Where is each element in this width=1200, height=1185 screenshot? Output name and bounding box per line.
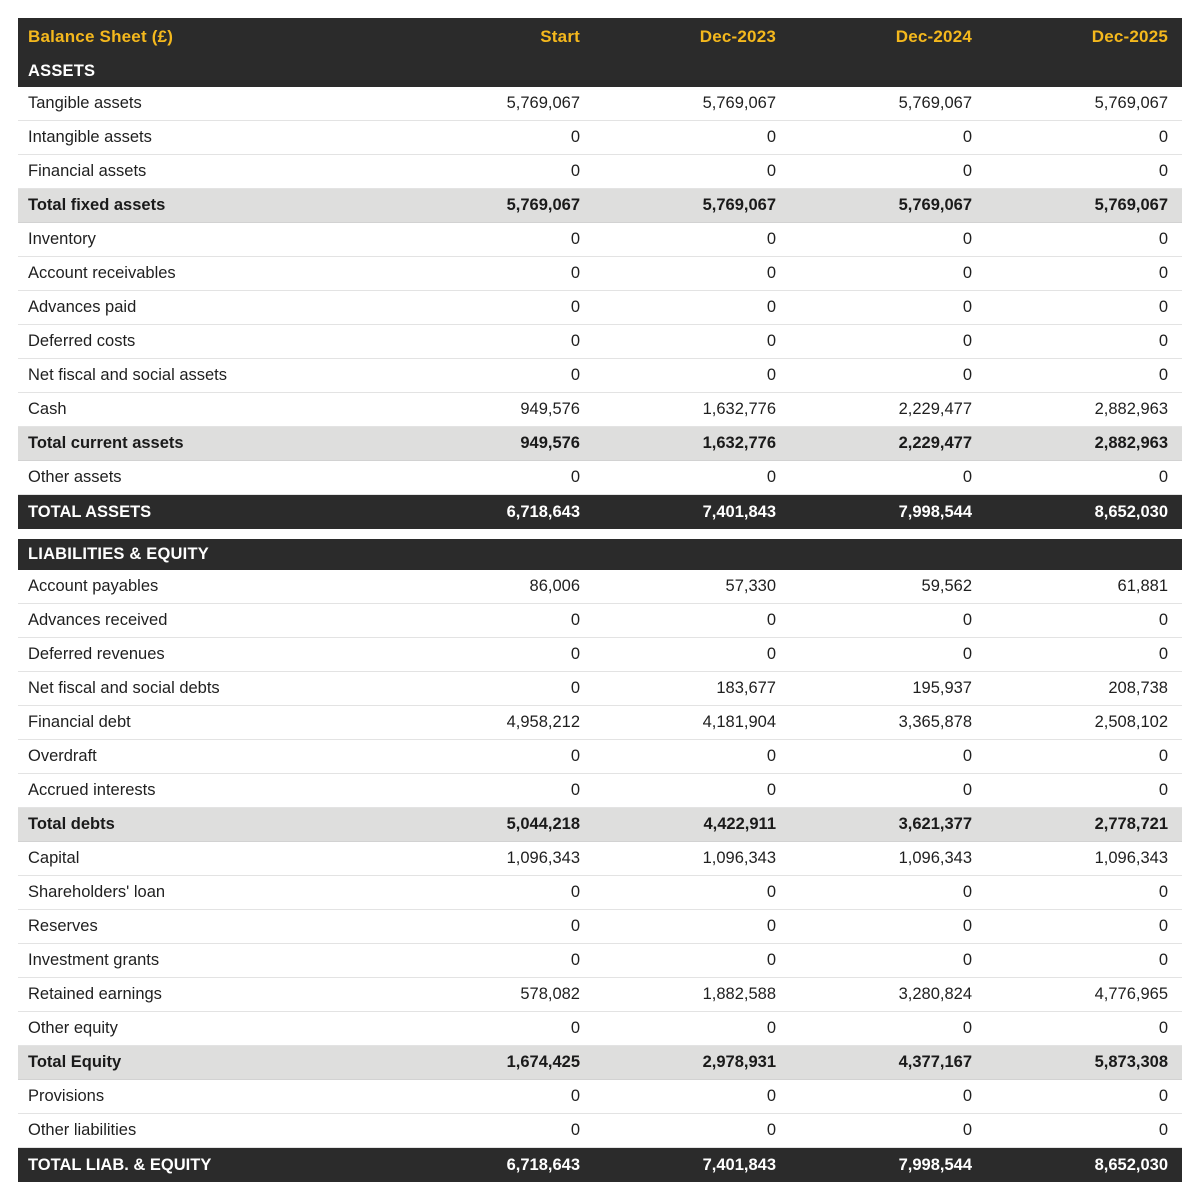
row-value: 0 (790, 638, 986, 672)
row-label: Tangible assets (18, 87, 398, 121)
row-value: 949,576 (398, 427, 594, 461)
row-value: 0 (594, 257, 790, 291)
row-value: 183,677 (594, 672, 790, 706)
row-value: 0 (790, 1080, 986, 1114)
table-total-row (18, 1148, 1182, 1183)
row-label: Total Equity (18, 1046, 398, 1080)
section-header-row (18, 56, 1182, 87)
row-label: Intangible assets (18, 121, 398, 155)
row-value: 0 (594, 1080, 790, 1114)
row-value: 0 (398, 359, 594, 393)
row-value: 0 (398, 1012, 594, 1046)
row-value: 0 (594, 740, 790, 774)
row-value: 0 (398, 291, 594, 325)
row-value: 0 (986, 604, 1182, 638)
row-value: 0 (594, 223, 790, 257)
row-label: Inventory (18, 223, 398, 257)
row-value: 0 (986, 1114, 1182, 1148)
row-value: 5,044,218 (398, 808, 594, 842)
table-row (18, 1012, 1182, 1046)
row-value: 0 (398, 461, 594, 495)
row-value: 0 (594, 604, 790, 638)
row-value: 57,330 (594, 570, 790, 604)
row-value: 0 (986, 910, 1182, 944)
row-label: Advances paid (18, 291, 398, 325)
row-value: 0 (790, 155, 986, 189)
table-row (18, 842, 1182, 876)
row-value: 2,882,963 (986, 393, 1182, 427)
row-value: 0 (790, 1012, 986, 1046)
section-header-row (18, 539, 1182, 570)
row-value: 0 (594, 944, 790, 978)
row-value: 0 (594, 155, 790, 189)
row-value: 0 (790, 223, 986, 257)
section-title: LIABILITIES & EQUITY (18, 539, 1182, 570)
row-value: 1,882,588 (594, 978, 790, 1012)
column-header-period: Dec-2023 (699, 27, 776, 46)
table-row (18, 672, 1182, 706)
row-value: 7,401,843 (594, 495, 790, 530)
row-label: Overdraft (18, 740, 398, 774)
row-value: 0 (986, 155, 1182, 189)
row-value: 8,652,030 (986, 1148, 1182, 1183)
row-value: 0 (594, 325, 790, 359)
row-value: 0 (790, 740, 986, 774)
row-value: 0 (790, 257, 986, 291)
row-value: 0 (398, 257, 594, 291)
row-value: 0 (986, 257, 1182, 291)
row-value: 0 (594, 359, 790, 393)
row-value: 0 (398, 1080, 594, 1114)
table-row (18, 87, 1182, 121)
row-value: 3,365,878 (790, 706, 986, 740)
table-row (18, 359, 1182, 393)
row-value: 1,096,343 (790, 842, 986, 876)
row-value: 86,006 (398, 570, 594, 604)
row-value: 4,422,911 (594, 808, 790, 842)
row-value: 0 (594, 1012, 790, 1046)
row-label: Cash (18, 393, 398, 427)
row-value: 0 (986, 876, 1182, 910)
row-value: 5,769,067 (594, 87, 790, 121)
row-value: 5,769,067 (398, 87, 594, 121)
row-label: Deferred costs (18, 325, 398, 359)
row-value: 0 (986, 774, 1182, 808)
row-value: 949,576 (398, 393, 594, 427)
row-label: Financial assets (18, 155, 398, 189)
row-value: 0 (594, 910, 790, 944)
table-subtotal-row (18, 1046, 1182, 1080)
row-value: 0 (594, 1114, 790, 1148)
row-value: 0 (398, 325, 594, 359)
row-label: Reserves (18, 910, 398, 944)
table-row (18, 121, 1182, 155)
table-row (18, 944, 1182, 978)
table-subtotal-row (18, 189, 1182, 223)
column-header-period: Dec-2024 (895, 27, 972, 46)
row-value: 0 (398, 604, 594, 638)
row-value: 0 (398, 910, 594, 944)
table-row (18, 774, 1182, 808)
row-value: 4,776,965 (986, 978, 1182, 1012)
row-value: 0 (398, 155, 594, 189)
row-value: 195,937 (790, 672, 986, 706)
table-header-row (18, 18, 1182, 56)
table-row (18, 740, 1182, 774)
table-row (18, 570, 1182, 604)
row-value: 4,181,904 (594, 706, 790, 740)
row-value: 0 (398, 876, 594, 910)
row-label: Advances received (18, 604, 398, 638)
row-value: 1,096,343 (594, 842, 790, 876)
row-value: 0 (986, 1080, 1182, 1114)
row-value: 0 (986, 121, 1182, 155)
row-value: 208,738 (986, 672, 1182, 706)
row-value: 4,377,167 (790, 1046, 986, 1080)
row-label: Deferred revenues (18, 638, 398, 672)
row-value: 0 (790, 121, 986, 155)
table-row (18, 978, 1182, 1012)
column-header-label: Balance Sheet (£) (28, 27, 174, 46)
row-value: 0 (790, 461, 986, 495)
table-row (18, 910, 1182, 944)
section-title: ASSETS (18, 56, 1182, 87)
table-row (18, 155, 1182, 189)
row-value: 2,978,931 (594, 1046, 790, 1080)
table-subtotal-row (18, 427, 1182, 461)
row-value: 1,096,343 (986, 842, 1182, 876)
row-value: 2,778,721 (986, 808, 1182, 842)
row-value: 0 (398, 944, 594, 978)
row-value: 0 (986, 638, 1182, 672)
row-value: 5,769,067 (790, 189, 986, 223)
row-value: 0 (986, 1012, 1182, 1046)
row-value: 0 (986, 944, 1182, 978)
row-value: 5,769,067 (986, 87, 1182, 121)
row-value: 5,769,067 (986, 189, 1182, 223)
table-row (18, 1080, 1182, 1114)
row-value: 1,674,425 (398, 1046, 594, 1080)
table-row (18, 706, 1182, 740)
row-value: 578,082 (398, 978, 594, 1012)
row-label: Account receivables (18, 257, 398, 291)
row-value: 3,280,824 (790, 978, 986, 1012)
row-value: 0 (594, 876, 790, 910)
table-row (18, 393, 1182, 427)
row-value: 0 (790, 1114, 986, 1148)
row-value: 2,229,477 (790, 393, 986, 427)
row-value: 5,769,067 (790, 87, 986, 121)
table-row (18, 876, 1182, 910)
row-label: Capital (18, 842, 398, 876)
section-spacer (18, 529, 1182, 539)
row-value: 0 (594, 291, 790, 325)
row-value: 0 (398, 638, 594, 672)
row-label: Total current assets (18, 427, 398, 461)
row-value: 0 (398, 740, 594, 774)
row-label: Total debts (18, 808, 398, 842)
row-value: 8,652,030 (986, 495, 1182, 530)
row-value: 0 (594, 774, 790, 808)
row-value: 0 (986, 291, 1182, 325)
row-value: 2,229,477 (790, 427, 986, 461)
row-value: 0 (790, 604, 986, 638)
row-value: 0 (986, 740, 1182, 774)
row-value: 0 (398, 223, 594, 257)
row-value: 1,632,776 (594, 427, 790, 461)
row-value: 61,881 (986, 570, 1182, 604)
row-value: 5,873,308 (986, 1046, 1182, 1080)
row-label: Other liabilities (18, 1114, 398, 1148)
row-label: Account payables (18, 570, 398, 604)
row-value: 5,769,067 (398, 189, 594, 223)
row-label: Other assets (18, 461, 398, 495)
row-label: Shareholders' loan (18, 876, 398, 910)
table-row (18, 291, 1182, 325)
row-label: Financial debt (18, 706, 398, 740)
row-value: 3,621,377 (790, 808, 986, 842)
row-value: 0 (398, 774, 594, 808)
row-value: 0 (986, 359, 1182, 393)
row-value: 0 (790, 774, 986, 808)
row-value: 0 (986, 461, 1182, 495)
row-value: 0 (594, 638, 790, 672)
row-value: 7,998,544 (790, 495, 986, 530)
row-value: 0 (398, 672, 594, 706)
row-value: 0 (790, 944, 986, 978)
row-value: 0 (790, 291, 986, 325)
row-label: Retained earnings (18, 978, 398, 1012)
row-value: 2,508,102 (986, 706, 1182, 740)
row-value: 2,882,963 (986, 427, 1182, 461)
row-value: 5,769,067 (594, 189, 790, 223)
row-label: Net fiscal and social debts (18, 672, 398, 706)
row-value: 6,718,643 (398, 1148, 594, 1183)
row-value: 59,562 (790, 570, 986, 604)
row-value: 0 (986, 325, 1182, 359)
row-label: Total fixed assets (18, 189, 398, 223)
row-label: Other equity (18, 1012, 398, 1046)
table-row (18, 604, 1182, 638)
row-label: TOTAL ASSETS (18, 495, 398, 530)
balance-sheet-table (18, 18, 1182, 1182)
row-value: 0 (790, 910, 986, 944)
row-value: 0 (594, 461, 790, 495)
table-row (18, 223, 1182, 257)
row-value: 0 (986, 223, 1182, 257)
table-subtotal-row (18, 808, 1182, 842)
table-row (18, 325, 1182, 359)
row-value: 0 (594, 121, 790, 155)
row-value: 1,096,343 (398, 842, 594, 876)
row-label: Investment grants (18, 944, 398, 978)
row-value: 0 (790, 359, 986, 393)
row-value: 6,718,643 (398, 495, 594, 530)
row-value: 0 (398, 121, 594, 155)
row-value: 0 (398, 1114, 594, 1148)
table-row (18, 257, 1182, 291)
table-row (18, 638, 1182, 672)
row-value: 0 (790, 876, 986, 910)
column-header-period: Dec-2025 (1091, 27, 1168, 46)
row-value: 4,958,212 (398, 706, 594, 740)
table-row (18, 461, 1182, 495)
table-row (18, 1114, 1182, 1148)
row-value: 7,401,843 (594, 1148, 790, 1183)
row-value: 1,632,776 (594, 393, 790, 427)
row-value: 0 (790, 325, 986, 359)
row-label: TOTAL LIAB. & EQUITY (18, 1148, 398, 1183)
row-label: Accrued interests (18, 774, 398, 808)
row-label: Provisions (18, 1080, 398, 1114)
table-total-row (18, 495, 1182, 530)
row-value: 7,998,544 (790, 1148, 986, 1183)
row-label: Net fiscal and social assets (18, 359, 398, 393)
column-header-period: Start (540, 27, 580, 46)
